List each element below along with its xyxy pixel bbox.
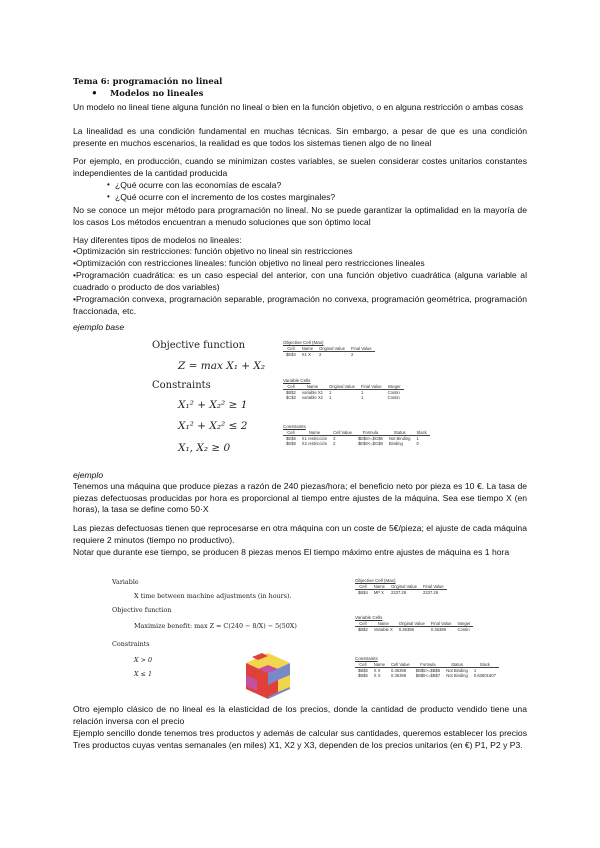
table-cell: 1: [360, 390, 364, 395]
table-cell: 2: [318, 352, 322, 357]
table-cell: 0.36398: [398, 627, 414, 632]
base-objective-table: [283, 340, 375, 357]
table-cell: $B$5<=$B$7: [415, 673, 441, 678]
base-variable-table: [283, 378, 404, 400]
table-title: Variable Cells: [355, 615, 383, 620]
table-cell: 1: [473, 668, 477, 673]
table-cell: Binding: [388, 441, 403, 446]
table-row: [355, 673, 499, 678]
table-cell: Not Binding: [446, 668, 468, 673]
base-constraints-label: Constraints: [152, 380, 211, 391]
table-cell: Variable X: [373, 627, 393, 632]
table-cell: 2337.28: [422, 590, 439, 595]
paragraph-elasticity: Otro ejemplo clásico de no lineal es la elasticidad de los precios, donde la cantidad de producto vendido tiene una relación inversa con el precio: [73, 704, 527, 726]
table-cell: $B$2: [286, 390, 296, 395]
table-cell: $C$2: [286, 395, 297, 400]
table-header: Slack: [414, 430, 430, 436]
table-cell: variable X2: [302, 395, 323, 400]
table-cell: 0.63601607: [473, 673, 496, 678]
table-cell: Contin: [387, 395, 400, 400]
table-header: Original Value: [316, 346, 348, 352]
question-bullet: •: [107, 180, 110, 189]
table-row: [283, 441, 430, 446]
question-scale: ¿Qué ocurre con las economías de escala?: [115, 180, 282, 190]
paragraph-methods: No se conoce un mejor método para programación no lineal. No se puede garantizar la optimalidad en la mayoría de los casos Los métodos encuentran a menudo soluciones que son óptimo local: [73, 205, 527, 227]
table-header: Integer: [385, 384, 404, 390]
table-title: Constraints: [355, 656, 378, 661]
table-header: Final Value: [358, 384, 385, 390]
table-row: [355, 590, 447, 596]
question-bullet: •: [107, 192, 110, 201]
table-header: Slack: [471, 662, 499, 668]
table-cell: MP X: [373, 590, 384, 595]
table-cell: Contin: [387, 390, 400, 395]
type-linear-constraints: •Optimización con restricciones lineales: función objetivo no lineal pero restricciones lineales: [73, 258, 425, 268]
table-header: Original Value: [326, 384, 358, 390]
table-cell: $B$5: [358, 668, 368, 673]
example-paragraph-defects: Las piezas defectuosas tienen que reprocesarse en otra máquina con un coste de 5€/pieza; el ajuste de cada máquina requiere 2 minutos (tiempo no productivo).: [73, 523, 527, 545]
example-label: ejemplo: [73, 470, 104, 480]
table-cell: $B$5: [358, 673, 368, 678]
table-cell: X1 X: [301, 352, 311, 357]
table-cell: Not Binding: [446, 673, 468, 678]
example-constraints-label: Constraints: [112, 640, 150, 648]
table-header: Final Value: [428, 621, 455, 627]
table-header: Name: [299, 384, 326, 390]
table-header: Cell: [355, 662, 371, 668]
table-header: Final Value: [348, 346, 375, 352]
example-constraint-1: X > 0: [134, 656, 153, 664]
example-variable-desc: X time between machine adjustments (in hours).: [134, 592, 292, 600]
paragraph-three-products: Ejemplo sencillo donde tenemos tres productos y además de calcular sus cantidades, queremos establecer los precios Tres productos cuyas ventas semanales (en miles) X1, X2 y X3, dependen de los precios unitarios (en €) P1, P2 y P3.: [73, 728, 527, 750]
paragraph-example: Por ejemplo, en producción, cuando se minimizan costes variables, se suelen considerar costes unitarios constantes independientes de la cantidad producida: [73, 156, 527, 178]
base-constraint-1: X₁² + X₂² ≥ 1: [178, 399, 248, 411]
table-header: Cell: [283, 430, 299, 436]
table-header: Name: [371, 621, 396, 627]
table-row: [283, 352, 375, 358]
table-cell: 0.36398: [390, 673, 407, 678]
table-header: Status: [443, 662, 471, 668]
table-header: Formula: [413, 662, 443, 668]
example-paragraph-time: Notar que durante ese tiempo, se producen 8 piezas menos El tiempo máximo entre ajustes de máquina es 1 hora: [73, 547, 510, 557]
table-cell: Contin: [457, 627, 470, 632]
base-constraint-2: X₁² + X₂² ≤ 2: [178, 420, 248, 432]
question-marginal: ¿Qué ocurre con el incremento de los costes marginales?: [115, 192, 336, 202]
table-header: Cell: [355, 621, 371, 627]
example-objective-equation: Maximize benefit: max Z = C(240 − 8/X) − 5(50X): [134, 622, 297, 630]
type-other: •Programación convexa, programación separable, programación no convexa, programación geométrica, programación fraccionada, etc.: [73, 294, 527, 316]
example-constraints-table: [355, 656, 499, 678]
table-header: Cell Value: [330, 430, 355, 436]
table-title: Constraints: [283, 424, 306, 429]
section-bullet: ●: [92, 88, 97, 97]
table-cell: $B$5>=$B$6: [415, 668, 441, 673]
table-cell: $B$4: [358, 590, 368, 595]
example-paragraph-machine: Tenemos una máquina que produce piezas a razón de 240 piezas/hora; el beneficio neto por pieza es 10 €. La tasa de piezas defectuosas producidas por hora es proporcional al tiempo entre ajustes de la máquina. Sea ese tiempo X (en horas), la tasa se define como 50·X: [73, 481, 527, 515]
type-unconstrained: •Optimización sin restricciones: función objetivo no lineal sin restricciones: [73, 246, 353, 256]
cube-puzzle-illustration: [238, 647, 296, 703]
base-constraints-table: [283, 424, 430, 446]
table-row: [283, 395, 404, 400]
table-header: Cell Value: [388, 662, 413, 668]
table-header: Name: [371, 662, 388, 668]
table-cell: $B$2: [358, 627, 368, 632]
table-cell: X X: [373, 668, 381, 673]
example-variable-table: [355, 615, 473, 632]
example-objective-table: [355, 578, 447, 595]
section-title: Modelos no lineales: [110, 88, 204, 98]
table-cell: variable X1: [302, 390, 323, 395]
types-intro: Hay diferentes tipos de modelos no lineales:: [73, 235, 242, 245]
table-header: Cell: [355, 584, 371, 590]
table-cell: $E$8<=$G$8: [357, 441, 383, 446]
table-cell: 0.36398: [430, 627, 446, 632]
page-heading: Tema 6: programación no lineal: [73, 76, 223, 86]
table-header: Final Value: [420, 584, 447, 590]
table-cell: $E$6>=$G$6: [357, 436, 383, 441]
table-cell: 2337.28: [390, 590, 407, 595]
table-header: Original Value: [396, 621, 428, 627]
table-cell: Not Binding: [388, 436, 411, 441]
example-constraint-2: X ≤ 1: [134, 670, 153, 678]
example-variable-label: Variable: [112, 578, 139, 586]
table-header: Name: [299, 430, 330, 436]
table-header: Name: [371, 584, 388, 590]
table-title: Variable Cells: [283, 378, 311, 383]
table-cell: $E$8: [286, 441, 296, 446]
table-header: Formula: [355, 430, 386, 436]
table-cell: 2: [333, 441, 336, 446]
table-cell: 1: [416, 436, 419, 441]
table-cell: 1: [328, 390, 332, 395]
base-constraint-3: X₁, X₂ ≥ 0: [178, 442, 231, 454]
paragraph-linearity: La linealidad es una condición fundamental en muchas técnicas. Sin embargo, a pesar de que es una condición presente en muchos escenarios, la realidad es que todos los sistemas tienen algo de no lineal: [73, 126, 527, 148]
table-cell: $E$6: [286, 436, 296, 441]
table-row: [355, 627, 473, 633]
table-header: Cell: [283, 384, 299, 390]
table-header: Status: [386, 430, 414, 436]
table-cell: 1: [328, 395, 332, 400]
table-cell: 1: [360, 395, 364, 400]
table-cell: X X: [373, 673, 381, 678]
base-example-label: ejemplo base: [73, 322, 125, 332]
table-cell: 0: [416, 441, 419, 446]
table-cell: X2 restricción: [301, 441, 328, 446]
table-header: Cell: [283, 346, 299, 352]
base-objective-label: Objective function: [152, 340, 246, 351]
table-title: Objective Cell (Max): [283, 340, 324, 345]
example-objective-label: Objective function: [112, 606, 172, 614]
type-quadratic: •Programación cuadrática: es un caso especial del anterior, con una función objetivo cuadrática (alguna variable al cuadrado o producto de dos variables): [73, 270, 527, 292]
table-title: Objective Cell (Max): [355, 578, 396, 583]
table-cell: X1 restricción: [301, 436, 328, 441]
base-objective-equation: Z = max X₁ + X₂: [178, 360, 266, 372]
paragraph-intro: Un modelo no lineal tiene alguna función no lineal o bien en la función objetivo, o en alguna restricción o ambas cosas: [73, 102, 524, 112]
table-cell: 2: [350, 352, 354, 357]
table-cell: 0.36398: [390, 668, 407, 673]
table-header: Name: [299, 346, 316, 352]
table-cell: $E$4: [286, 352, 296, 357]
table-header: Integer: [454, 621, 473, 627]
table-header: Original Value: [388, 584, 420, 590]
table-cell: 2: [333, 436, 336, 441]
